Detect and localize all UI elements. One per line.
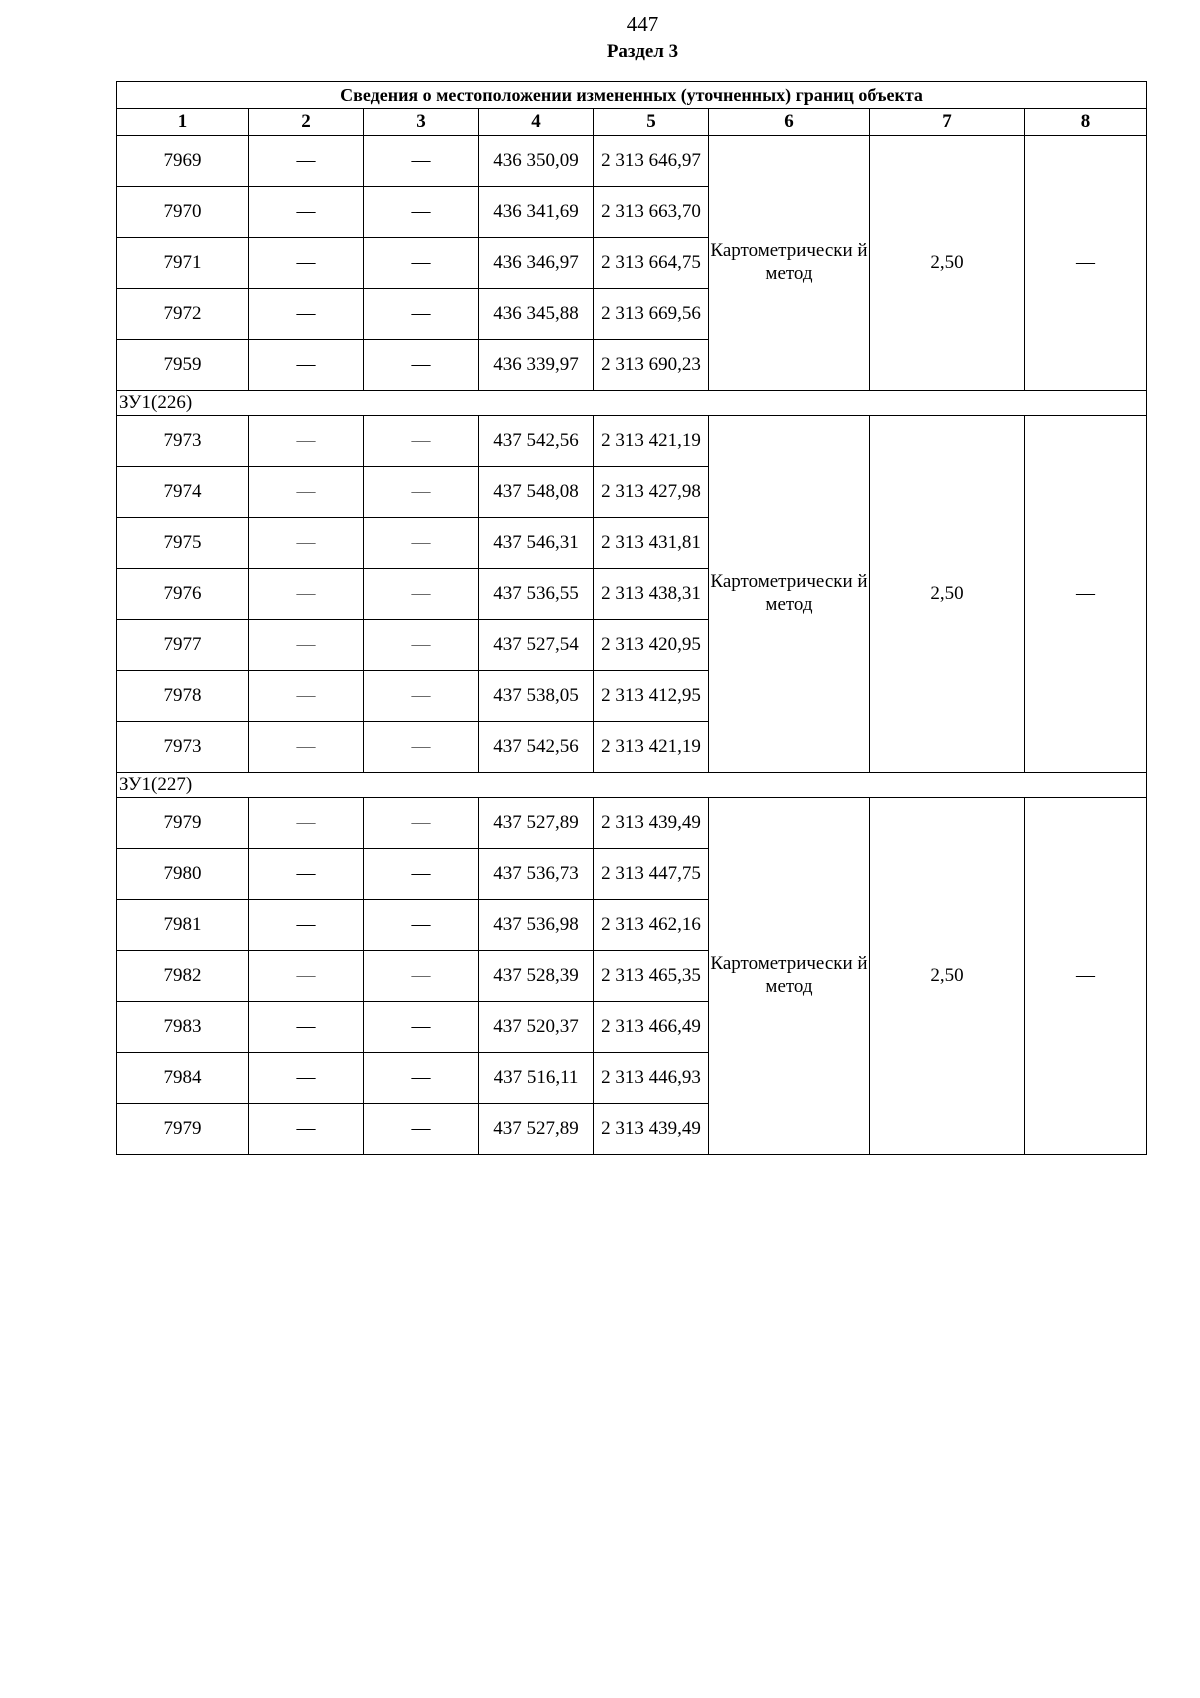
y-coordinate-cell: 2 313 420,95 bbox=[594, 620, 709, 671]
point-number-cell: 7979 bbox=[117, 798, 249, 849]
method-cell: Картометрически й метод bbox=[709, 798, 870, 1155]
column-2-cell: — bbox=[249, 1002, 364, 1053]
y-coordinate-cell: 2 313 421,19 bbox=[594, 722, 709, 773]
description-cell: — bbox=[1025, 798, 1147, 1155]
column-header-2: 2 bbox=[249, 109, 364, 136]
column-2-cell: — bbox=[249, 416, 364, 467]
y-coordinate-cell: 2 313 663,70 bbox=[594, 187, 709, 238]
point-number-cell: 7977 bbox=[117, 620, 249, 671]
y-coordinate-cell: 2 313 438,31 bbox=[594, 569, 709, 620]
point-number-cell: 7979 bbox=[117, 1104, 249, 1155]
y-coordinate-cell: 2 313 462,16 bbox=[594, 900, 709, 951]
boundary-coordinates-table bbox=[116, 81, 1147, 1155]
group-label-row bbox=[117, 391, 1147, 416]
column-2-cell: — bbox=[249, 1053, 364, 1104]
column-header-6: 6 bbox=[709, 109, 870, 136]
column-2-cell: — bbox=[249, 136, 364, 187]
y-coordinate-cell: 2 313 465,35 bbox=[594, 951, 709, 1002]
x-coordinate-cell: 437 528,39 bbox=[479, 951, 594, 1002]
x-coordinate-cell: 437 527,89 bbox=[479, 1104, 594, 1155]
column-3-cell: — bbox=[364, 569, 479, 620]
column-2-cell: — bbox=[249, 798, 364, 849]
x-coordinate-cell: 437 527,89 bbox=[479, 798, 594, 849]
y-coordinate-cell: 2 313 690,23 bbox=[594, 340, 709, 391]
y-coordinate-cell: 2 313 646,97 bbox=[594, 136, 709, 187]
point-number-cell: 7984 bbox=[117, 1053, 249, 1104]
point-number-cell: 7974 bbox=[117, 467, 249, 518]
x-coordinate-cell: 436 346,97 bbox=[479, 238, 594, 289]
method-cell: Картометрически й метод bbox=[709, 136, 870, 391]
x-coordinate-cell: 436 345,88 bbox=[479, 289, 594, 340]
column-header-8: 8 bbox=[1025, 109, 1147, 136]
table-row bbox=[117, 136, 1147, 187]
y-coordinate-cell: 2 313 421,19 bbox=[594, 416, 709, 467]
column-2-cell: — bbox=[249, 1104, 364, 1155]
column-3-cell: — bbox=[364, 722, 479, 773]
accuracy-cell: 2,50 bbox=[870, 798, 1025, 1155]
section-title: Раздел 3 bbox=[606, 41, 679, 62]
x-coordinate-cell: 437 548,08 bbox=[479, 467, 594, 518]
x-coordinate-cell: 437 542,56 bbox=[479, 722, 594, 773]
table-caption: Сведения о местоположении измененных (уточненных) границ объекта bbox=[117, 82, 1147, 109]
column-3-cell: — bbox=[364, 620, 479, 671]
point-number-cell: 7972 bbox=[117, 289, 249, 340]
point-number-cell: 7980 bbox=[117, 849, 249, 900]
point-number-cell: 7975 bbox=[117, 518, 249, 569]
column-2-cell: — bbox=[249, 518, 364, 569]
x-coordinate-cell: 437 527,54 bbox=[479, 620, 594, 671]
group-label-row bbox=[117, 773, 1147, 798]
point-number-cell: 7981 bbox=[117, 900, 249, 951]
column-2-cell: — bbox=[249, 951, 364, 1002]
column-header-7: 7 bbox=[870, 109, 1025, 136]
column-header-5: 5 bbox=[594, 109, 709, 136]
column-3-cell: — bbox=[364, 289, 479, 340]
column-3-cell: — bbox=[364, 238, 479, 289]
y-coordinate-cell: 2 313 446,93 bbox=[594, 1053, 709, 1104]
column-2-cell: — bbox=[249, 340, 364, 391]
column-3-cell: — bbox=[364, 849, 479, 900]
y-coordinate-cell: 2 313 431,81 bbox=[594, 518, 709, 569]
column-3-cell: — bbox=[364, 467, 479, 518]
column-3-cell: — bbox=[364, 1104, 479, 1155]
column-3-cell: — bbox=[364, 1053, 479, 1104]
y-coordinate-cell: 2 313 412,95 bbox=[594, 671, 709, 722]
column-header-row bbox=[117, 109, 1147, 136]
x-coordinate-cell: 437 536,98 bbox=[479, 900, 594, 951]
column-2-cell: — bbox=[249, 187, 364, 238]
y-coordinate-cell: 2 313 439,49 bbox=[594, 798, 709, 849]
x-coordinate-cell: 437 546,31 bbox=[479, 518, 594, 569]
method-cell: Картометрически й метод bbox=[709, 416, 870, 773]
table-row bbox=[117, 798, 1147, 849]
column-header-3: 3 bbox=[364, 109, 479, 136]
y-coordinate-cell: 2 313 466,49 bbox=[594, 1002, 709, 1053]
column-3-cell: — bbox=[364, 671, 479, 722]
column-3-cell: — bbox=[364, 136, 479, 187]
column-2-cell: — bbox=[249, 620, 364, 671]
point-number-cell: 7971 bbox=[117, 238, 249, 289]
y-coordinate-cell: 2 313 669,56 bbox=[594, 289, 709, 340]
column-3-cell: — bbox=[364, 416, 479, 467]
column-2-cell: — bbox=[249, 569, 364, 620]
page-number: 447 bbox=[626, 12, 659, 36]
column-2-cell: — bbox=[249, 289, 364, 340]
point-number-cell: 7973 bbox=[117, 722, 249, 773]
column-3-cell: — bbox=[364, 900, 479, 951]
table-caption-row bbox=[117, 82, 1147, 109]
table-body bbox=[117, 136, 1147, 1155]
point-number-cell: 7982 bbox=[117, 951, 249, 1002]
point-number-cell: 7973 bbox=[117, 416, 249, 467]
column-2-cell: — bbox=[249, 238, 364, 289]
x-coordinate-cell: 437 536,55 bbox=[479, 569, 594, 620]
point-number-cell: 7976 bbox=[117, 569, 249, 620]
column-3-cell: — bbox=[364, 798, 479, 849]
column-header-4: 4 bbox=[479, 109, 594, 136]
column-3-cell: — bbox=[364, 1002, 479, 1053]
y-coordinate-cell: 2 313 439,49 bbox=[594, 1104, 709, 1155]
point-number-cell: 7959 bbox=[117, 340, 249, 391]
column-3-cell: — bbox=[364, 951, 479, 1002]
column-2-cell: — bbox=[249, 467, 364, 518]
y-coordinate-cell: 2 313 427,98 bbox=[594, 467, 709, 518]
point-number-cell: 7970 bbox=[117, 187, 249, 238]
x-coordinate-cell: 437 536,73 bbox=[479, 849, 594, 900]
y-coordinate-cell: 2 313 447,75 bbox=[594, 849, 709, 900]
column-2-cell: — bbox=[249, 722, 364, 773]
group-label: ЗУ1(226) bbox=[117, 391, 1147, 416]
x-coordinate-cell: 437 520,37 bbox=[479, 1002, 594, 1053]
table-row bbox=[117, 416, 1147, 467]
group-label: ЗУ1(227) bbox=[117, 773, 1147, 798]
y-coordinate-cell: 2 313 664,75 bbox=[594, 238, 709, 289]
column-3-cell: — bbox=[364, 340, 479, 391]
column-2-cell: — bbox=[249, 671, 364, 722]
column-3-cell: — bbox=[364, 518, 479, 569]
x-coordinate-cell: 436 350,09 bbox=[479, 136, 594, 187]
point-number-cell: 7983 bbox=[117, 1002, 249, 1053]
description-cell: — bbox=[1025, 416, 1147, 773]
column-2-cell: — bbox=[249, 849, 364, 900]
x-coordinate-cell: 436 341,69 bbox=[479, 187, 594, 238]
accuracy-cell: 2,50 bbox=[870, 416, 1025, 773]
accuracy-cell: 2,50 bbox=[870, 136, 1025, 391]
point-number-cell: 7969 bbox=[117, 136, 249, 187]
x-coordinate-cell: 437 542,56 bbox=[479, 416, 594, 467]
point-number-cell: 7978 bbox=[117, 671, 249, 722]
column-header-1: 1 bbox=[117, 109, 249, 136]
column-3-cell: — bbox=[364, 187, 479, 238]
description-cell: — bbox=[1025, 136, 1147, 391]
x-coordinate-cell: 437 516,11 bbox=[479, 1053, 594, 1104]
x-coordinate-cell: 437 538,05 bbox=[479, 671, 594, 722]
column-2-cell: — bbox=[249, 900, 364, 951]
x-coordinate-cell: 436 339,97 bbox=[479, 340, 594, 391]
